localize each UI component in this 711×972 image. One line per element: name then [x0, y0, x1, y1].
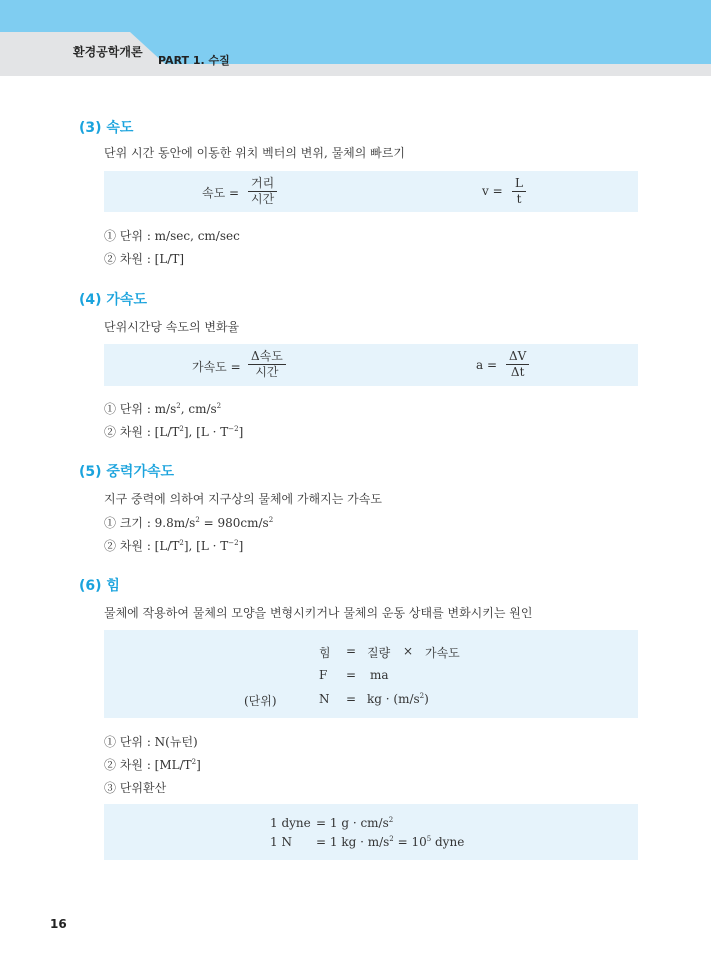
- term-text: kg · (m/s: [367, 692, 420, 706]
- superscript: 2: [268, 516, 274, 524]
- formula-box: [104, 171, 638, 212]
- conv-text: = 1 kg · m/s: [316, 835, 390, 849]
- formula-term: =: [346, 644, 357, 658]
- section-title: (3) 속도: [79, 120, 134, 136]
- formula-term: N: [319, 692, 330, 706]
- superscript: 5: [426, 835, 432, 843]
- section-description: 물체에 작용하여 물체의 모양을 변형시키거나 물체의 운동 상태를 변화시키는 원인: [104, 606, 533, 620]
- conv-term: [316, 816, 393, 830]
- formula-term: ×: [403, 644, 414, 658]
- unit-text: ① 단위 : m/s: [104, 402, 177, 416]
- book-title: 환경공학개론: [73, 45, 143, 59]
- section-title: (5) 중력가속도: [79, 464, 175, 480]
- section-title: (4) 가속도: [79, 292, 147, 308]
- dim-text: ② 차원 : [ML/T: [104, 758, 192, 772]
- mag-text: ① 크기 : 9.8m/s: [104, 516, 196, 530]
- section-description: 단위 시간 동안에 이동한 위치 벡터의 변위, 물체의 빠르기: [104, 146, 405, 160]
- dim-text: ② 차원 : [L/T: [104, 539, 180, 553]
- formula-term: ma: [370, 668, 389, 682]
- section-description: 지구 중력에 의하여 지구상의 물체에 가해지는 가속도: [104, 492, 382, 506]
- conversion-box: [104, 804, 638, 860]
- formula-box: [104, 344, 638, 386]
- numerator: 거리: [248, 176, 277, 192]
- formula-term: F: [319, 668, 328, 682]
- dimension-line: [104, 537, 243, 554]
- formula-term: =: [346, 668, 357, 682]
- superscript: 2: [179, 539, 184, 547]
- dim-text: ]: [238, 539, 244, 553]
- fraction: [512, 176, 526, 207]
- conv-text: dyne: [431, 835, 465, 849]
- formula-term: =: [346, 692, 357, 706]
- denominator: 시간: [255, 365, 279, 379]
- magnitude-line: [104, 514, 273, 531]
- numerator: L: [512, 176, 526, 192]
- mag-text: = 980cm/s: [199, 516, 269, 530]
- unit-label: (단위): [244, 694, 277, 708]
- dimension-line: [104, 423, 243, 440]
- conv-text: = 10: [393, 835, 427, 849]
- unit-line: [104, 400, 221, 417]
- fraction: [248, 176, 277, 207]
- conv-text: = 1 g · cm/s: [316, 816, 389, 830]
- superscript: 2: [216, 402, 222, 410]
- formula-label: v =: [482, 184, 503, 198]
- unit-line: ① 단위 : N(뉴턴): [104, 735, 198, 749]
- superscript: 2: [195, 516, 200, 524]
- page-header: [0, 0, 711, 78]
- numerator: Δ속도: [248, 349, 286, 365]
- superscript: 2: [191, 758, 197, 766]
- numerator: ΔV: [506, 349, 529, 365]
- dim-text: ], [L · T: [183, 425, 229, 439]
- dimension-line: [104, 756, 201, 773]
- term-text: ): [424, 692, 429, 706]
- formula-label: a =: [476, 358, 498, 372]
- superscript: −2: [228, 425, 239, 433]
- superscript: 2: [179, 425, 184, 433]
- formula-term: 질량: [367, 646, 391, 660]
- dim-text: ], [L · T: [183, 539, 229, 553]
- section-title: (6) 힘: [79, 578, 120, 594]
- dim-text: ]: [196, 758, 201, 772]
- unit-line: ① 단위 : m/sec, cm/sec: [104, 229, 240, 243]
- superscript: 2: [389, 835, 394, 843]
- section-description: 단위시간당 속도의 변화율: [104, 320, 240, 334]
- formula-term: 힘: [319, 646, 331, 660]
- denominator: 시간: [251, 192, 275, 206]
- fraction: [506, 349, 529, 380]
- dim-text: ]: [238, 425, 244, 439]
- denominator: t: [516, 192, 522, 206]
- unit-text: , cm/s: [180, 402, 217, 416]
- conversion-heading: ③ 단위환산: [104, 781, 167, 795]
- part-label: PART 1. 수질: [158, 54, 230, 67]
- page-number: 16: [50, 917, 67, 931]
- formula-term: 가속도: [425, 646, 460, 660]
- formula-box: [104, 630, 638, 718]
- dim-text: ② 차원 : [L/T: [104, 425, 180, 439]
- formula-term: [367, 692, 429, 706]
- dimension-line: ② 차원 : [L/T]: [104, 252, 185, 266]
- conv-term: 1 N: [270, 835, 292, 849]
- conv-term: [316, 835, 464, 849]
- formula-label: 속도 =: [202, 186, 240, 200]
- superscript: 2: [419, 692, 425, 700]
- superscript: −2: [228, 539, 239, 547]
- superscript: 2: [388, 816, 394, 824]
- superscript: 2: [176, 402, 181, 410]
- denominator: Δt: [510, 365, 525, 379]
- fraction: [248, 349, 286, 380]
- conv-term: 1 dyne: [270, 816, 311, 830]
- formula-label: 가속도 =: [192, 360, 241, 374]
